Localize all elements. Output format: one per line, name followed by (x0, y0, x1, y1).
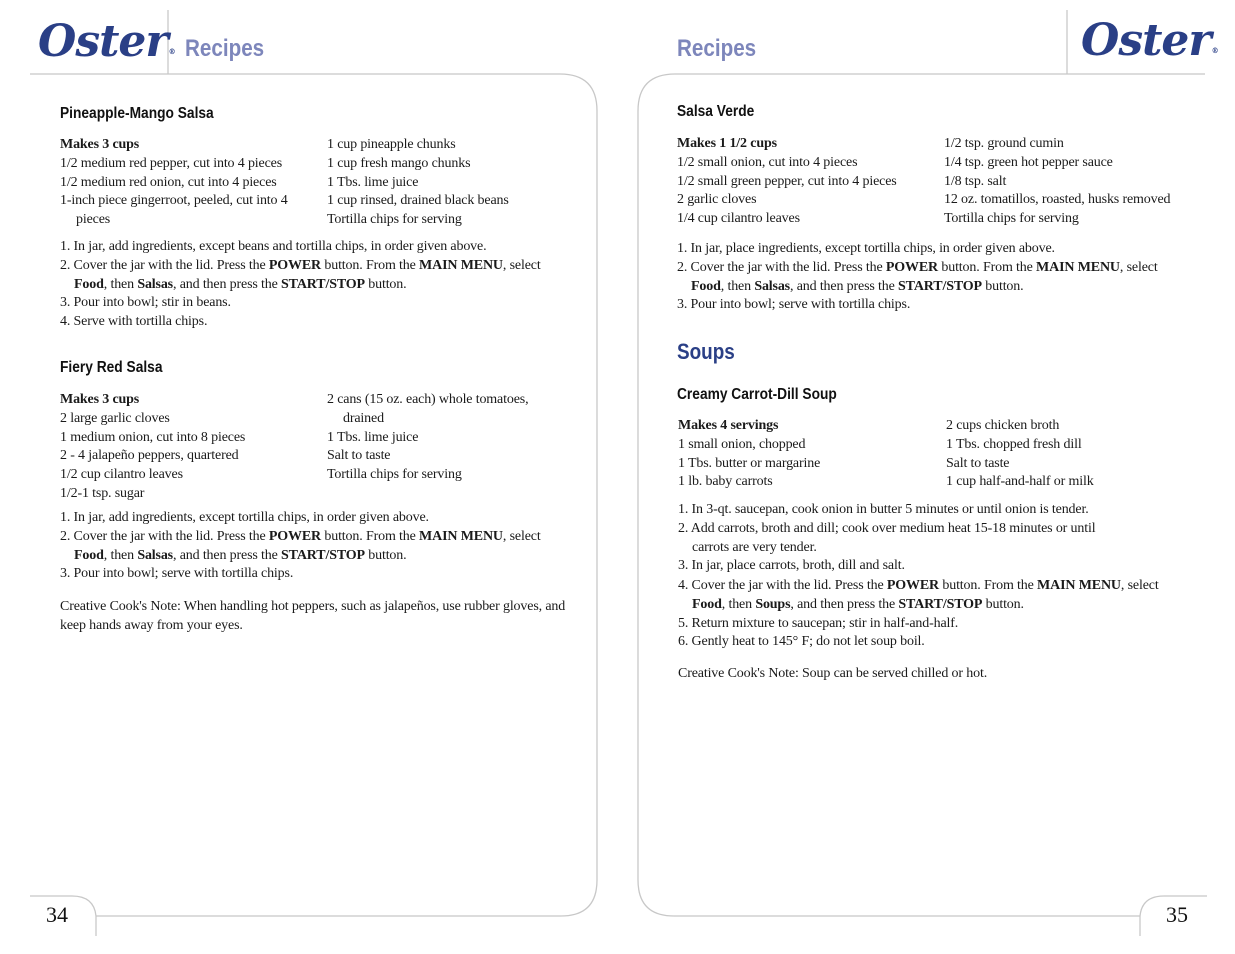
section-title-soups: Soups (677, 339, 735, 364)
kw-menu: MENU (1078, 578, 1121, 593)
recipe-title-creamy-carrot-dill-soup: Creamy Carrot-Dill Soup (677, 386, 837, 403)
instruction-step: 2. Cover the jar with the lid. Press the POWER button. From the MAIN MENU, select Food, then Salsas, and then press the START/STOP button. (60, 257, 541, 292)
instruction-step: 3. Pour into bowl; stir in beans. (60, 295, 231, 311)
kw-menu: MENU (460, 257, 503, 273)
yield: Makes 3 cups (60, 137, 140, 152)
ingredient: 2 - 4 jalapeño peppers, quartered (60, 448, 239, 464)
recipe-title-salsa-verde: Salsa Verde (677, 103, 755, 120)
kw-menu: MENU (460, 528, 503, 544)
ingredient: 1/2 cup cilantro leaves (60, 467, 183, 483)
ingredient: Salt to taste (946, 455, 1010, 471)
kw-salsas: Salsas (137, 547, 173, 563)
page-number-right: 35 (1166, 902, 1188, 927)
instructions-continued (678, 577, 1193, 652)
ingredient: 1/2 tsp. ground cumin (944, 136, 1064, 151)
instruction-step: 1. In 3-qt. saucepan, cook onion in butter 5 minutes or until onion is tender. (678, 502, 1089, 517)
instruction-step: 2. Add carrots, broth and dill; cook over medium heat 15-18 minutes or until carrots are very tender. (678, 520, 1096, 555)
kw-main: MAIN (1036, 259, 1075, 275)
kw-start-stop: START/STOP (281, 547, 365, 563)
yield: Makes 3 cups (60, 392, 140, 407)
instructions (60, 238, 575, 332)
yield: Makes 1 1/2 cups (677, 136, 777, 151)
ingredient: 12 oz. tomatillos, roasted, husks removed (944, 192, 1171, 208)
ingredient: 1/4 cup cilantro leaves (677, 211, 800, 227)
ingredient: 1/2 medium red onion, cut into 4 pieces (60, 174, 277, 190)
recipe-title-pineapple-mango-salsa: Pineapple-Mango Salsa (60, 105, 214, 122)
ingredient: 1 Tbs. lime juice (327, 429, 419, 445)
kw-start-stop: START/STOP (898, 278, 982, 294)
ingredient: 1-inch piece gingerroot, peeled, cut into 4 pieces (60, 193, 288, 228)
ingredients-left-col (60, 136, 315, 230)
instructions (60, 509, 575, 584)
ingredient: 2 cups chicken broth (946, 418, 1060, 433)
ingredient: 1 Tbs. butter or margarine (678, 455, 821, 471)
ingredients-right-col (944, 135, 1199, 229)
kw-food: Food (692, 596, 722, 612)
kw-main: MAIN (419, 257, 458, 273)
ingredient: Salt to taste (327, 448, 391, 464)
ingredient: Tortilla chips for serving (944, 211, 1079, 227)
instruction-step: 3. Pour into bowl; serve with tortilla chips. (60, 566, 294, 582)
instruction-step: 5. Return mixture to saucepan; stir in half-and-half. (678, 615, 959, 631)
ingredient: 1/2 small green pepper, cut into 4 pieces (677, 173, 897, 189)
ingredient: Tortilla chips for serving (327, 467, 462, 483)
kw-start-stop: START/STOP (281, 276, 365, 292)
instruction-step: 1. In jar, place ingredients, except tortilla chips, in order given above. (677, 241, 1055, 256)
ingredient: 1/2 small onion, cut into 4 pieces (677, 154, 858, 170)
ingredients-right-col (946, 417, 1196, 492)
kw-power: POWER (268, 257, 322, 273)
instruction-step: 4. Serve with tortilla chips. (60, 314, 208, 330)
cooks-note: Creative Cook's Note: When handling hot peppers, such as jalapeños, use rubber gloves, and keep hands away from your eyes. (60, 599, 566, 633)
ingredients-right-col (327, 136, 577, 230)
ingredient: 1/4 tsp. green hot pepper sauce (944, 154, 1113, 170)
kw-main: MAIN (1037, 578, 1076, 593)
ingredient: 1 cup half-and-half or milk (946, 474, 1094, 490)
kw-power: POWER (886, 578, 940, 593)
instructions (678, 501, 1108, 576)
instruction-step: 3. Pour into bowl; serve with tortilla chips. (677, 297, 911, 313)
recipe-title-fiery-red-salsa: Fiery Red Salsa (60, 359, 163, 376)
oster-logo-right: Oster® (1081, 15, 1218, 66)
ingredients-left-col (678, 417, 938, 492)
kw-salsas: Salsas (754, 278, 790, 294)
kw-food: Food (691, 278, 721, 294)
ingredient: 2 garlic cloves (677, 192, 757, 208)
kw-main: MAIN (419, 528, 458, 544)
instruction-step: 1. In jar, add ingredients, except beans and tortilla chips, in order given above. (60, 239, 487, 254)
kw-food: Food (74, 276, 104, 292)
ingredients-right-col (327, 391, 562, 485)
ingredient: 2 cans (15 oz. each) whole tomatoes, drained (327, 392, 529, 426)
page-number-left: 34 (46, 902, 68, 927)
kw-power: POWER (885, 259, 939, 275)
ingredient: 1 medium onion, cut into 8 pieces (60, 429, 246, 445)
page-header-recipes-right: Recipes (677, 35, 757, 62)
ingredient: 1/8 tsp. salt (944, 173, 1007, 189)
page-header-recipes-left: Recipes (185, 35, 265, 62)
kw-food: Food (74, 547, 104, 563)
instruction-step: 1. In jar, add ingredients, except tortilla chips, in order given above. (60, 510, 429, 525)
yield: Makes 4 servings (678, 418, 779, 433)
cooks-note: Creative Cook's Note: Soup can be served chilled or hot. (678, 666, 988, 681)
ingredient: 1 small onion, chopped (678, 436, 806, 452)
ingredient: 1 cup rinsed, drained black beans (327, 193, 509, 209)
kw-salsas: Salsas (137, 276, 173, 292)
oster-logo-left: Oster® (38, 16, 175, 67)
instruction-step: 4. Cover the jar with the lid. Press the POWER button. From the MAIN MENU, select Food, then Soups, and then press the START/STOP button. (678, 578, 1159, 612)
ingredients-left-col (60, 391, 315, 504)
kw-power: POWER (268, 528, 322, 544)
ingredient: 2 large garlic cloves (60, 410, 170, 426)
instructions (677, 240, 1192, 315)
kw-menu: MENU (1077, 259, 1120, 275)
kw-soups: Soups (755, 596, 791, 612)
instruction-step: 2. Cover the jar with the lid. Press the POWER button. From the MAIN MENU, select Food, then Salsas, and then press the START/STOP button. (677, 259, 1158, 294)
instruction-step: 3. In jar, place carrots, broth, dill and salt. (678, 558, 905, 574)
ingredient: 1 Tbs. chopped fresh dill (946, 436, 1082, 452)
ingredient: 1/2 medium red pepper, cut into 4 pieces (60, 155, 283, 171)
ingredient: 1 cup fresh mango chunks (327, 155, 471, 171)
ingredient: Tortilla chips for serving (327, 212, 462, 228)
ingredient: 1 cup pineapple chunks (327, 137, 456, 152)
ingredient: 1/2-1 tsp. sugar (60, 485, 145, 501)
instruction-step: 6. Gently heat to 145° F; do not let soup boil. (678, 634, 925, 650)
ingredients-left-col (677, 135, 937, 229)
instruction-step: 2. Cover the jar with the lid. Press the POWER button. From the MAIN MENU, select Food, then Salsas, and then press the START/STOP button. (60, 528, 541, 563)
kw-start-stop: START/STOP (898, 596, 983, 612)
ingredient: 1 Tbs. lime juice (327, 174, 419, 190)
ingredient: 1 lb. baby carrots (678, 474, 773, 490)
